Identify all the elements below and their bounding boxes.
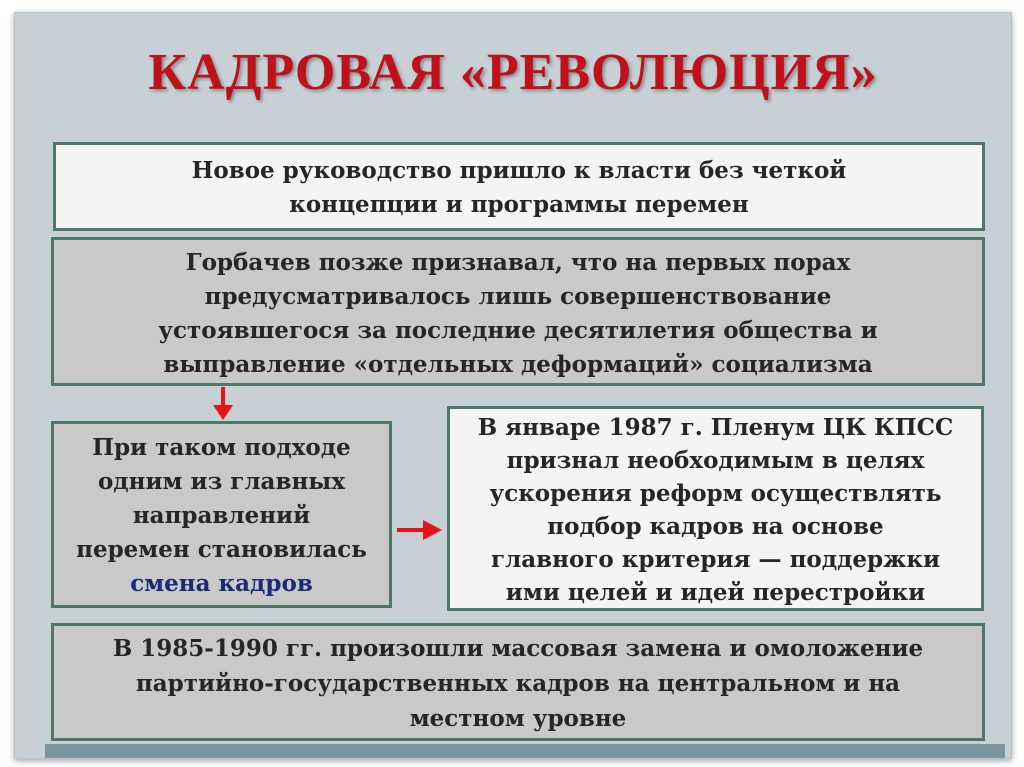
box-text-line: местном уровне — [409, 705, 627, 732]
bottom-bar — [45, 744, 1005, 758]
box-text-line: устоявшегося за последние десятилетия общества и — [158, 317, 878, 344]
box-gorbachev-quote — [51, 237, 985, 386]
box-text-line: одним из главных — [97, 468, 346, 495]
box-text-line: концепции и программы перемен — [289, 191, 749, 218]
box-text-line: ускорения реформ осуществлять — [489, 480, 942, 507]
box-plenum-1987 — [447, 406, 984, 611]
highlight-text: смена кадров — [130, 570, 313, 597]
box-text-line: Новое руководство пришло к власти без четкой — [191, 157, 847, 184]
box-text-line: направлений — [132, 502, 311, 529]
box-new-leadership — [53, 142, 985, 231]
box-text-line: предусматривалось лишь совершенствование — [204, 283, 832, 310]
box-text-line: В январе 1987 г. Пленум ЦК КПСС — [477, 414, 954, 441]
slide — [14, 12, 1012, 759]
box-text-line: партийно-государственных кадров на центральном и на — [135, 670, 901, 697]
box-text-line: признал необходимым в целях — [506, 447, 925, 474]
box-text-line: подбор кадров на основе — [547, 513, 884, 540]
box-text-line: В 1985-1990 гг. произошли массовая замена и омоложение — [112, 635, 924, 662]
box-approach — [51, 421, 392, 608]
box-text-line: главного критерия — поддержки — [490, 546, 941, 573]
arrow-right-icon — [397, 518, 443, 542]
box-1985-1990 — [51, 623, 985, 741]
box-text-line: При таком подходе — [92, 434, 351, 461]
arrow-down-icon — [211, 387, 235, 421]
box-text-line: Горбачев позже признавал, что на первых порах — [185, 249, 851, 276]
box-text-line: перемен становилась — [76, 536, 367, 563]
slide-title: КАДРОВАЯ «РЕВОЛЮЦИЯ» — [148, 44, 878, 101]
box-text-line: выправление «отдельных деформаций» социализма — [163, 351, 873, 378]
box-text-line: ими целей и идей перестройки — [505, 579, 926, 606]
